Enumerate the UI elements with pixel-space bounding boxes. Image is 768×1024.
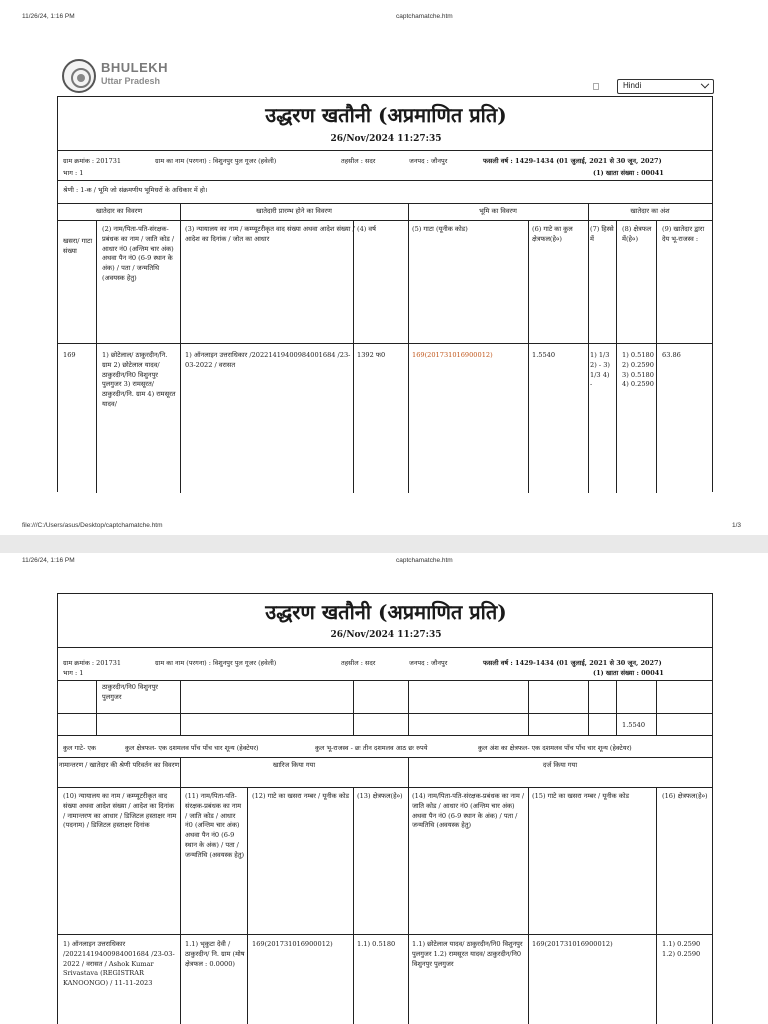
group-ansh: खातेदार का अंश [630,207,670,215]
group-bhoomi: भूमि का विवरण [479,207,517,215]
gram-kramank: ग्राम क्रमांक : 201731 [63,157,121,165]
print-header [0,10,768,24]
kharij-kshetra-value: 1.1) 0.5180 [357,940,396,948]
col-rajasv: (9) खातेदार द्वारा देय भू-राजस्व : [662,225,705,243]
darj-naam-value: 1.1) छोटेलाल यादव/ ठाकुरदीन/नि0 विशुनपुर पुलगुजर 1.2) रामसूरत यादव/ ठाकुरदीन/नि0 विशुनपुर पुलगुजर [412,940,523,968]
group-darj: दर्ज किया गया [542,761,578,769]
print-file-title: captchamatche.htm [396,13,453,20]
kul-gate: कुल गाटे- एक [63,744,96,752]
kul-kshetrafal: कुल क्षेत्रफल- एक दशमलव पाँच पाँच चार शून्य (हेक्टेयर) [125,744,259,752]
print-datetime: 11/26/24, 1:16 PM [22,13,75,20]
col-kshetra: (8) क्षेत्रफल में(हे०) [622,225,652,243]
print-file-path: file:///C:/Users/asus/Desktop/captchamatche.htm [22,522,163,529]
col-adalat: (3) न्यायालय का नाम / कम्प्यूटरीकृत वाद संख्या अथवा आदेश संख्या / आदेश का दिनांक / जोत का आधार [185,225,355,243]
kharij-naam-value: 1.1) भृकुटा देवी /ठाकुरदीन/ नि. ग्राम (मोष क्षेत्रफल : 0.0000) [185,940,245,968]
col-khasra: खसरा/ गाटा संख्या [63,237,93,255]
group-khatedar: खातेदार का विवरण [95,207,143,215]
cont-khatedar-name: ठाकुरदीन/नि0 विशुनपुर पुलगुजर [102,683,159,701]
col-darj-gata: (15) गाटे का खसरा नम्बर / यूनीक कोड [532,792,630,800]
kul-bhu-rajasv: कुल भू-राजस्व - छः तीन दशमलव आठ छः रुपये [315,744,428,752]
darj-kshetra-value: 1.1) 0.2590 1.2) 0.2590 [662,940,701,958]
kharij-gata-value: 169(201731016900012) [252,940,333,948]
namantaran-adalat-value: 1) ऑनलाइन उत्तराधिकार /20221419400984001684 /23-03-2022 / वरासत / Ashok Kumar Srivastava (REGISTRAR KANOONGO) / 11-11-2023 [63,940,175,988]
col-gata: (5) गाटा (यूनीक कोड) [412,225,468,233]
col-kharij-gata: (12) गाटे का खसरा नम्बर / यूनीक कोड [252,792,350,800]
gram-naam-2: ग्राम का नाम (परगना) : विशुनपुर पुल गूजर (हवेली) [155,659,277,667]
adalat-value: 1) ऑनलाइन उत्तराधिकार /20221419400984001684 /23-03-2022 / वरासत [185,351,351,369]
tehsil: तहसील : सदर [341,157,376,165]
kshetra-value: 1) 0.5180 2) 0.2590 3) 0.5180 4) 0.2590 [622,351,654,389]
col-darj-kshetra: (16) क्षेत्रफल(हे०) [662,792,708,800]
document-title: उद्धरण खतौनी (अप्रमाणित प्रति) [265,103,507,127]
print-page-number: 1/3 [732,522,742,529]
fasli-varsh-2: फसली वर्ष : 1429-1434 (01 जुलाई, 2021 से 30 जून, 2027) [483,659,662,667]
gram-naam: ग्राम का नाम (परगना) : विशुनपुर पुल गूजर (हवेली) [155,157,277,165]
bhag-2: भाग : 1 [63,669,84,677]
kul-kshetra-value: 1.5540 [532,351,556,359]
khata-sankhya: (1) खाता संख्या : 00041 [593,169,664,177]
kul-ansh-kshetrafal: कुल अंश का क्षेत्रफल- एक दशमलव पाँच पाँच चार शून्य (हेक्टेयर) [478,744,632,752]
janpad-2: जनपद : जौनपुर [409,659,448,667]
col-naam: (2) नाम/पिता-पति-संरक्षक-प्रबंधक का नाम / जाति कोड / आधार नं0 (अन्तिम चार अंक) अथवा पैन नं0 (6-9 स्थान के अंक) / पता / जन्मतिथि (अवयस्क हेतु) [102,225,175,282]
khasra-value: 169 [63,351,76,359]
darj-gata-value: 169(201731016900012) [532,940,613,948]
hisse-value: 1) 1/3 2) - 3) 1/3 4) - [590,351,610,389]
print-header-2 [0,554,768,568]
bhulekh-logo[interactable] [62,59,202,95]
print-footer [0,519,768,533]
group-khatedari: खातेदारी प्रारम्भ होने का विवरण [256,207,332,215]
chevron-down-icon [701,80,709,88]
col-kul-kshetra: (6) गाटे का कुल क्षेत्रफल(हे०) [532,225,573,243]
brand-subtitle: Uttar Pradesh [101,76,161,86]
brand-title: BHULEKH [101,60,169,75]
group-kharij: खारिज किया गया [272,761,316,769]
col-namantaran-adalat: (10) न्यायालय का नाम / कम्प्यूटरीकृत वाद संख्या अथवा आदेश संख्या / आदेश का दिनांक / नामान्तरण का आधार / डिजिटल हस्ताक्षर नाम (पदनाम) / डिजिटल हस्ताक्षर दिनांक [63,792,177,830]
khatauni-page-1 [57,96,713,492]
tehsil-2: तहसील : सदर [341,659,376,667]
varsh-value: 1392 फ0 [357,351,386,359]
area-total: 1.5540 [622,721,646,729]
gata-link[interactable]: 169(201731016900012) [412,351,493,359]
rajasv-value: 63.86 [662,351,681,359]
col-varsh: (4) वर्ष [357,225,376,233]
fasli-varsh: फसली वर्ष : 1429-1434 (01 जुलाई, 2021 से 30 जून, 2027) [483,157,662,165]
khatedar-names: 1) छोटेलाल/ ठाकुरदीन/नि. ग्राम 2) छोटेलाल यादव/ ठाकुरदीन/नि0 विशुनपुर पुलगुजर 3) रामसूरत/ ठाकुरदीन/नि. ग्राम 4) रामसूरत यादव/ [102,351,176,408]
col-kharij-naam: (11) नाम/पिता-पति-संरक्षक-प्रबंधक का नाम / जाति कोड / आधार नं0 (अन्तिम चार अंक) अथवा पैन नं0 (6-9 स्थान के अंक) / पता / जन्मतिथि (अवयस्क हेतु) [185,792,245,859]
khatauni-page-2 [57,593,713,1024]
document-date: 26/Nov/2024 11:27:35 [330,134,442,144]
bhag: भाग : 1 [63,169,84,177]
up-emblem-icon [62,59,96,93]
col-kharij-kshetra: (13) क्षेत्रफल(हे०) [357,792,403,800]
gram-kramank-2: ग्राम क्रमांक : 201731 [63,659,121,667]
document-date-2: 26/Nov/2024 11:27:35 [330,630,442,640]
janpad: जनपद : जौनपुर [409,157,448,165]
group-namantaran: नामान्तरण / खातेदार की श्रेणी परिवर्तन का विवरण [58,761,180,769]
language-select-value: Hindi [623,81,642,90]
document-title-2: उद्धरण खतौनी (अप्रमाणित प्रति) [265,600,507,624]
col-darj-naam: (14) नाम/पिता-पति-संरक्षक-प्रबंधक का नाम / जाति कोड / आधार नं0 (अन्तिम चार अंक) अथवा पैन नं0 (6-9 स्थान के अंक) / पता / जन्मतिथि (अवयस्क हेतु) [412,792,525,830]
broken-image-icon [593,83,599,90]
col-hisse: (7) हिस्से में [590,225,614,243]
print-file-title-2: captchamatche.htm [396,557,453,564]
shreni: श्रेणी : 1-क / भूमि जो संक्रमणीय भूमिधरों के अधिकार में हो। [63,186,208,194]
language-select[interactable] [617,79,714,94]
khata-sankhya-2: (1) खाता संख्या : 00041 [593,669,664,677]
page-divider [0,535,768,553]
print-datetime-2: 11/26/24, 1:16 PM [22,557,75,564]
